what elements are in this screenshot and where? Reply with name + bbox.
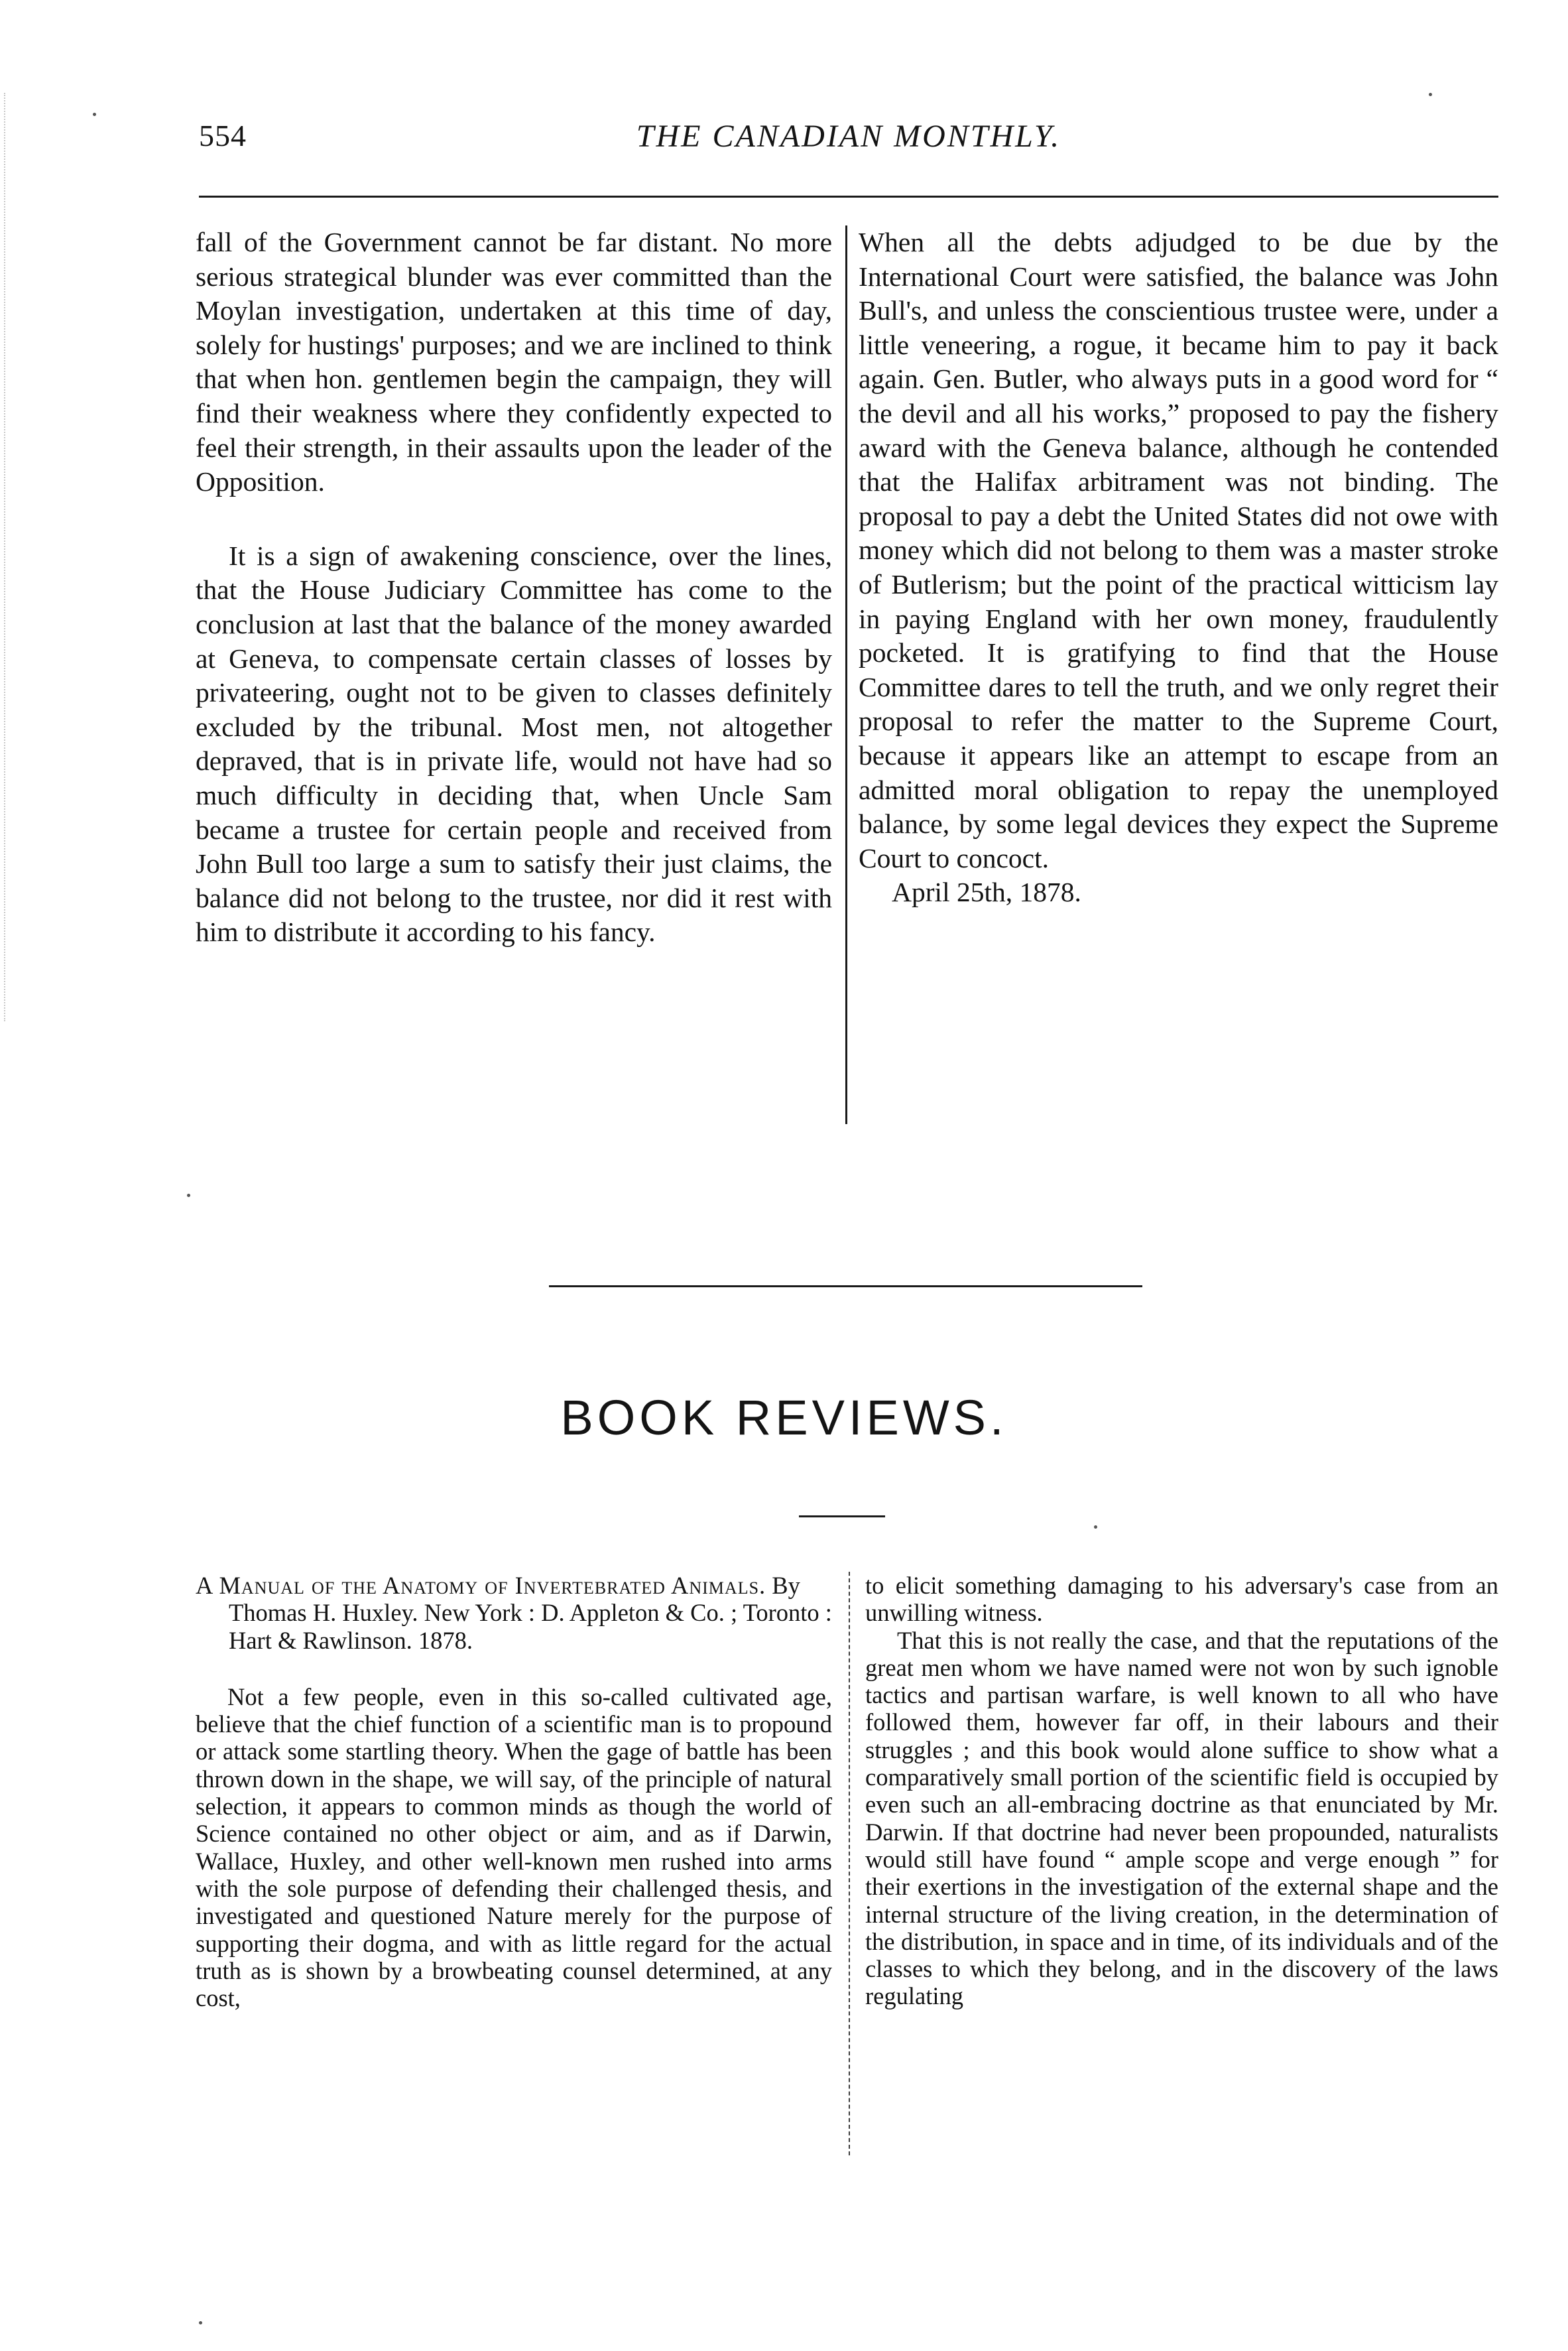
page-header [199, 118, 1498, 178]
review-paragraph: Not a few people, even in this so-called cultivated age, believe that the chief function of a scientific man is to propound or attack some startling theory. When the gage of battle has been thrown down in the shape, we will say, of the principle of natural selection, it appears to common minds as though the world of Science contained no other object or aim, and as if Darwin, Wallace, Huxley, and other well-known men rushed into arms with the sole purpose of defending their challenged thesis, and investigated and questioned Nature merely for the purpose of supporting their dogma, and with as little regard for the actual truth as is shown by a browbeating counsel determined, at any cost, [196, 1683, 832, 2012]
editorial-right-column [859, 225, 1498, 910]
header-rule [199, 196, 1498, 198]
page-number: 554 [199, 119, 247, 153]
book-title: A Manual of the Anatomy of Invertebrated Animals. [196, 1572, 766, 1599]
heading-underline-rule [799, 1515, 885, 1517]
review-paragraph: to elicit something damaging to his adversary's case from an unwilling witness. [865, 1572, 1498, 1627]
editorial-paragraph: It is a sign of awakening conscience, over the lines, that the House Judiciary Committee has come to the conclusion at last that the balance of the money awarded at Geneva, to compensate certain classes of losses by privateering, ought not to be given to classes definitely excluded by the tribunal. Most men, not altogether depraved, that is in private life, would not have had so much difficulty in deciding that, when Uncle Sam became a trustee for certain people and received from John Bull too large a sum to satisfy their just claims, the balance did not belong to the trustee, nor did it rest with him to distribute it according to his fancy. [196, 540, 832, 948]
review-left-column [196, 1572, 832, 2011]
scan-speck [1094, 1525, 1097, 1529]
scan-speck [199, 2321, 202, 2324]
column-divider [849, 1572, 850, 2155]
dateline: April 25th, 1878. [892, 877, 1081, 908]
editorial-paragraph: fall of the Government cannot be far distant. No more serious strategical blunder was ever committed than the Moylan investigation, undertaken at this time of day, solely for hustings' purposes; and we are inclined to think that when hon. gentlemen begin the campaign, they will find their weakness where they confidently expected to feel their strength, in their assaults upon the leader of the Opposition. [196, 227, 832, 497]
editorial-section [196, 225, 1498, 1141]
editorial-paragraph: When all the debts adjudged to be due by the International Court were satisfied, the balance was John Bull's, and unless the conscientious trustee were, under a little veneering, a rogue, it became him to pay it back again. Gen. Butler, who always puts in a good word for “ the devil and all his works,” proposed to pay the fishery award with the Geneva balance, although he contended that the Halifax arbitrament was not binding. The proposal to pay a debt the United States did not owe with money which did not belong to them was a master stroke of Butlerism; but the point of the practical witticism lay in paying England with her own money, fraudulently pocketed. It is gratifying to find that the House Committee dares to tell the truth, and we only regret their proposal to refer the matter to the Supreme Court, because it appears like an attempt to escape from an admitted moral obligation to repay the unemployed balance, by some legal devices they expect the Supreme Court to concoct. [859, 227, 1498, 873]
book-review-section [196, 1572, 1498, 2169]
section-heading: BOOK REVIEWS. [560, 1390, 1008, 1445]
running-title: THE CANADIAN MONTHLY. [636, 119, 1061, 154]
scan-gutter-marks [4, 93, 19, 1021]
review-paragraph: That this is not really the case, and that the reputations of the great men whom we have named were not won by such ignoble tactics and partisan warfare, is well known to all who have followed them, however far off, in their labours and their struggles ; and this book would alone suffice to show what a comparatively small portion of the scientific field is occupied by even such an all-embracing doctrine as that enunciated by Mr. Darwin. If that doctrine had never been propounded, naturalists would still have found “ ample scope and verge enough ” for their exertions in the investigation of the external shape and the internal structure of the living creation, in the determination of the distribution, in space and in time, of its individuals and of the classes to which they belong, and in the discovery of the laws regulating [865, 1626, 1498, 2010]
section-divider-rule [549, 1285, 1142, 1287]
scan-speck [187, 1194, 190, 1197]
scan-speck [1429, 93, 1432, 96]
book-publication-info: By Thomas H. Huxley. New York : D. Appleton & Co. ; Toronto : Hart & Rawlinson. 1878. [229, 1572, 832, 1654]
scan-speck [93, 113, 96, 116]
column-divider [845, 225, 847, 1124]
book-citation [196, 1572, 832, 1654]
review-right-column [865, 1572, 1498, 2010]
editorial-left-column [196, 225, 832, 950]
